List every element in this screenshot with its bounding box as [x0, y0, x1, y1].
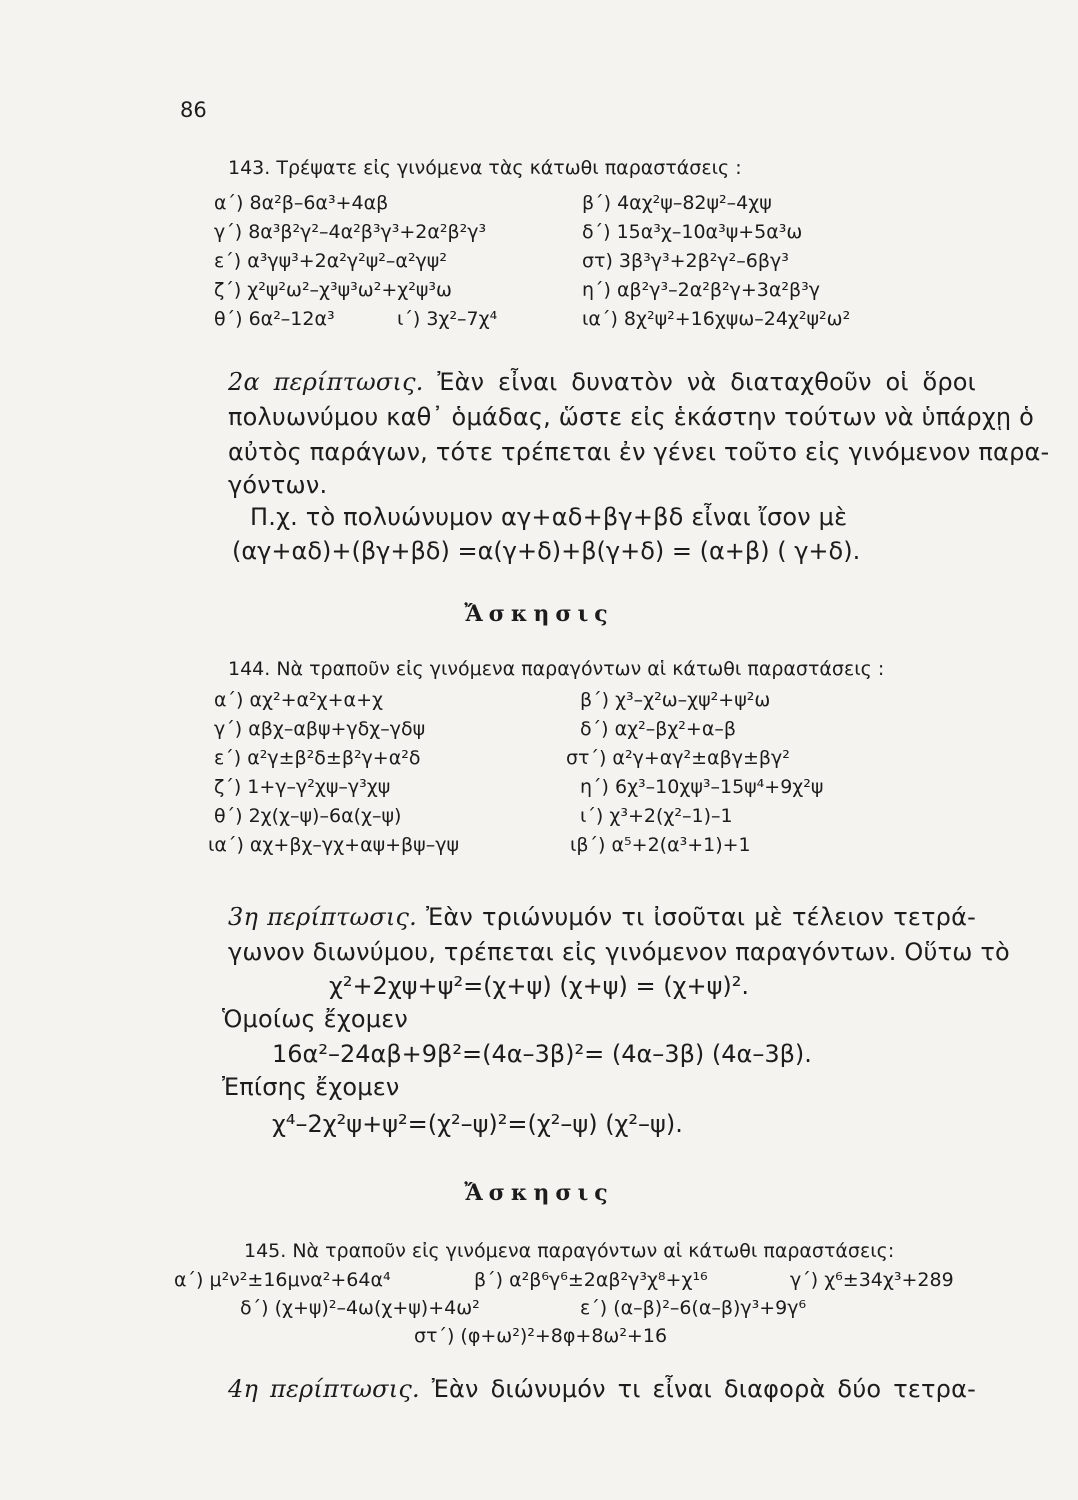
- exercise-144-row: α΄) αχ²+α²χ+α+χ β΄) χ³–χ²ω–χψ²+ψ²ω: [214, 689, 771, 711]
- exercise-144-row: θ΄) 2χ(χ–ψ)–6α(χ–ψ) ι΄) χ³+2(χ²–1)–1: [214, 805, 733, 827]
- exercise-144-intro: 144. Νὰ τραποῦν εἰς γινόμενα παραγόντων αἱ κάτωθι παραστάσεις :: [228, 658, 885, 680]
- exercise-145-row: α΄) μ²ν²±16μνα²+64α⁴ β΄) α²β⁶γ⁶±2αβ²γ³χ⁸+χ¹⁶ γ΄) χ⁶±34χ³+289: [174, 1269, 954, 1291]
- exercises-heading: Ἄσκησις: [464, 601, 614, 627]
- case-3-also: Ἐπίσης ἔχομεν: [222, 1073, 400, 1101]
- case-3-line: γωνον διωνύμου, τρέπεται εἰς γινόμενον παραγόντων. Οὕτω τὸ: [228, 938, 1010, 966]
- case-3-formula-1: χ²+2χψ+ψ²=(χ+ψ) (χ+ψ) = (χ+ψ)².: [328, 972, 750, 1000]
- case-4-title: 4η περίπτωσις.: [228, 1375, 420, 1403]
- exercise-144-row: ε΄) α²γ±β²δ±β²γ+α²δ στ΄) α²γ+αγ²±αβγ±βγ²: [214, 747, 790, 769]
- exercise-143-intro: 143. Τρέψατε εἰς γινόμενα τὰς κάτωθι παραστάσεις :: [228, 157, 742, 179]
- case-2-line: αὐτὸς παράγων, τότε τρέπεται ἐν γένει τοῦτο εἰς γινόμενον παρα-: [228, 438, 1050, 466]
- exercise-143-row: ζ΄) χ²ψ²ω²–χ³ψ³ω²+χ²ψ³ω η΄) αβ²γ³–2α²β²γ+3α²β³γ: [214, 279, 820, 301]
- exercise-145-row: δ΄) (χ+ψ)²–4ω(χ+ψ)+4ω² ε΄) (α–β)²–6(α–β)γ³+9γ⁶: [240, 1297, 807, 1319]
- exercises-heading: Ἄσκησις: [464, 1180, 614, 1206]
- case-3-title: 3η περίπτωσις.: [228, 903, 417, 931]
- case-4-paragraph: 4η περίπτωσις. Ἐὰν διώνυμόν τι εἶναι διαφορὰ δύο τετρα-: [228, 1375, 976, 1403]
- page-number: 86: [180, 98, 207, 122]
- case-2-line: πολυωνύμου καθ᾿ ὁμάδας, ὥστε εἰς ἑκάστην τούτων νὰ ὑπάρχῃ ὁ: [228, 403, 1035, 431]
- exercise-144-row: γ΄) αβχ–αβψ+γδχ–γδψ δ΄) αχ²–βχ²+α–β: [214, 718, 736, 740]
- exercise-145-intro: 145. Νὰ τραποῦν εἰς γινόμενα παραγόντων αἱ κάτωθι παραστάσεις:: [244, 1240, 895, 1262]
- case-3-paragraph: 3η περίπτωσις. Ἐὰν τριώνυμόν τι ἰσοῦται μὲ τέλειον τετρά-: [228, 903, 976, 931]
- case-2-line: γόντων.: [228, 471, 328, 499]
- case-3-formula-3: χ⁴–2χ²ψ+ψ²=(χ²–ψ)²=(χ²–ψ) (χ²–ψ).: [272, 1110, 683, 1138]
- exercise-143-row: γ΄) 8α³β²γ²–4α²β³γ³+2α²β²γ³ δ΄) 15α³χ–10α³ψ+5α³ω: [214, 221, 803, 243]
- exercise-143-row: ε΄) α³γψ³+2α²γ²ψ²–α²γψ² στ) 3β³γ³+2β²γ²–6βγ³: [214, 250, 789, 272]
- case-3-similarly: Ὁμοίως ἔχομεν: [222, 1005, 409, 1033]
- exercise-143-row: θ΄) 6α²–12α³ ι΄) 3χ²–7χ⁴ ια΄) 8χ²ψ²+16χψω–24χ²ψ²ω²: [214, 308, 851, 330]
- case-2-paragraph: 2α περίπτωσις. Ἐὰν εἶναι δυνατὸν νὰ διαταχθοῦν οἱ ὅροι: [228, 368, 977, 396]
- case-2-title: 2α περίπτωσις.: [228, 368, 424, 396]
- exercise-144-row: ζ΄) 1+γ–γ²χψ–γ³χψ η΄) 6χ³–10χψ³–15ψ⁴+9χ²ψ: [214, 776, 824, 798]
- case-2-example-line: Π.χ. τὸ πολυώνυμον αγ+αδ+βγ+βδ εἶναι ἴσον μὲ: [250, 503, 848, 531]
- case-2-example-formula: (αγ+αδ)+(βγ+βδ) =α(γ+δ)+β(γ+δ) = (α+β) ( γ+δ).: [232, 537, 861, 565]
- case-3-formula-2: 16α²–24αβ+9β²=(4α–3β)²= (4α–3β) (4α–3β).: [272, 1040, 812, 1068]
- exercise-144-row: ια΄) αχ+βχ–γχ+αψ+βψ–γψ ιβ΄) α⁵+2(α³+1)+1: [208, 834, 751, 856]
- exercise-145-row: στ΄) (φ+ω²)²+8φ+8ω²+16: [414, 1325, 668, 1347]
- exercise-143-row: α΄) 8α²β–6α³+4αβ β΄) 4αχ²ψ–82ψ²–4χψ: [214, 192, 772, 214]
